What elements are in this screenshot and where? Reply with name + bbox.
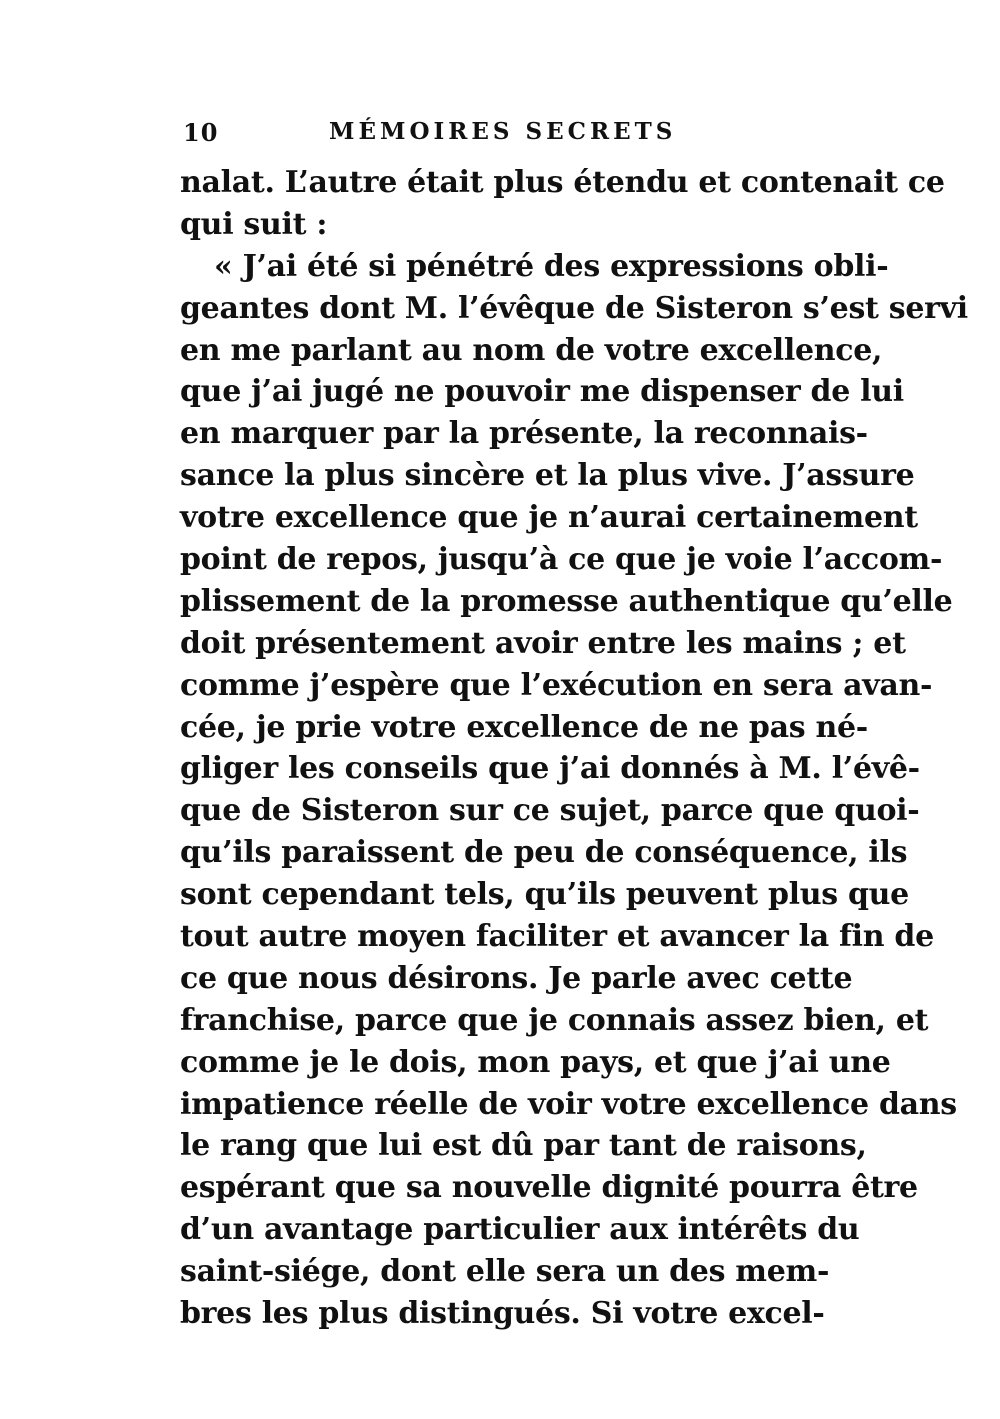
- text-line: votre excellence que je n’aurai certainement: [180, 500, 918, 536]
- text-line: d’un avantage particulier aux intérêts du: [180, 1212, 860, 1248]
- text-line: bres les plus distingués. Si votre excel-: [180, 1296, 825, 1332]
- running-title: MÉMOIRES SECRETS: [329, 118, 677, 145]
- text-line: que de Sisteron sur ce sujet, parce que quoi-: [180, 793, 920, 829]
- text-line: en me parlant au nom de votre excellence,: [180, 332, 883, 368]
- text-line: comme je le dois, mon pays, et que j’ai une: [180, 1044, 891, 1080]
- text-line: geantes dont M. l’évêque de Sisteron s’est servi: [180, 290, 968, 326]
- text-line: sance la plus sincère et la plus vive. J’assure: [180, 458, 915, 494]
- body-text: [180, 162, 968, 1335]
- text-line: espérant que sa nouvelle dignité pourra être: [180, 1170, 918, 1206]
- text-line: saint-siége, dont elle sera un des mem-: [180, 1254, 830, 1290]
- text-line: point de repos, jusqu’à ce que je voie l’accom-: [180, 542, 943, 578]
- text-line: nalat. L’autre était plus étendu et contenait ce: [180, 165, 945, 200]
- text-line: impatience réelle de voir votre excellence dans: [180, 1086, 957, 1122]
- text-line: le rang que lui est dû par tant de raisons,: [180, 1128, 867, 1164]
- running-head: [183, 118, 833, 152]
- text-line: cée, je prie votre excellence de ne pas né-: [180, 709, 868, 745]
- text-line: tout autre moyen faciliter et avancer la fin de: [180, 919, 934, 955]
- text-line: qui suit :: [180, 206, 328, 242]
- text-line: doit présentement avoir entre les mains ; et: [180, 625, 906, 661]
- text-line: comme j’espère que l’exécution en sera avan-: [180, 667, 933, 703]
- text-line: qu’ils paraissent de peu de conséquence, ils: [180, 835, 908, 871]
- text-line: ce que nous désirons. Je parle avec cette: [180, 960, 853, 996]
- text-line: que j’ai jugé ne pouvoir me dispenser de lui: [180, 374, 904, 410]
- text-line: gliger les conseils que j’ai donnés à M. l’évê-: [180, 751, 920, 787]
- text-line: sont cependant tels, qu’ils peuvent plus que: [180, 877, 909, 913]
- text-line: plissement de la promesse authentique qu’elle: [180, 583, 953, 619]
- text-line: franchise, parce que je connais assez bien, et: [180, 1002, 929, 1038]
- text-line: en marquer par la présente, la reconnais-: [180, 416, 868, 452]
- text-line: « J’ai été si pénétré des expressions obli-: [214, 248, 889, 284]
- page-number: 10: [183, 118, 219, 147]
